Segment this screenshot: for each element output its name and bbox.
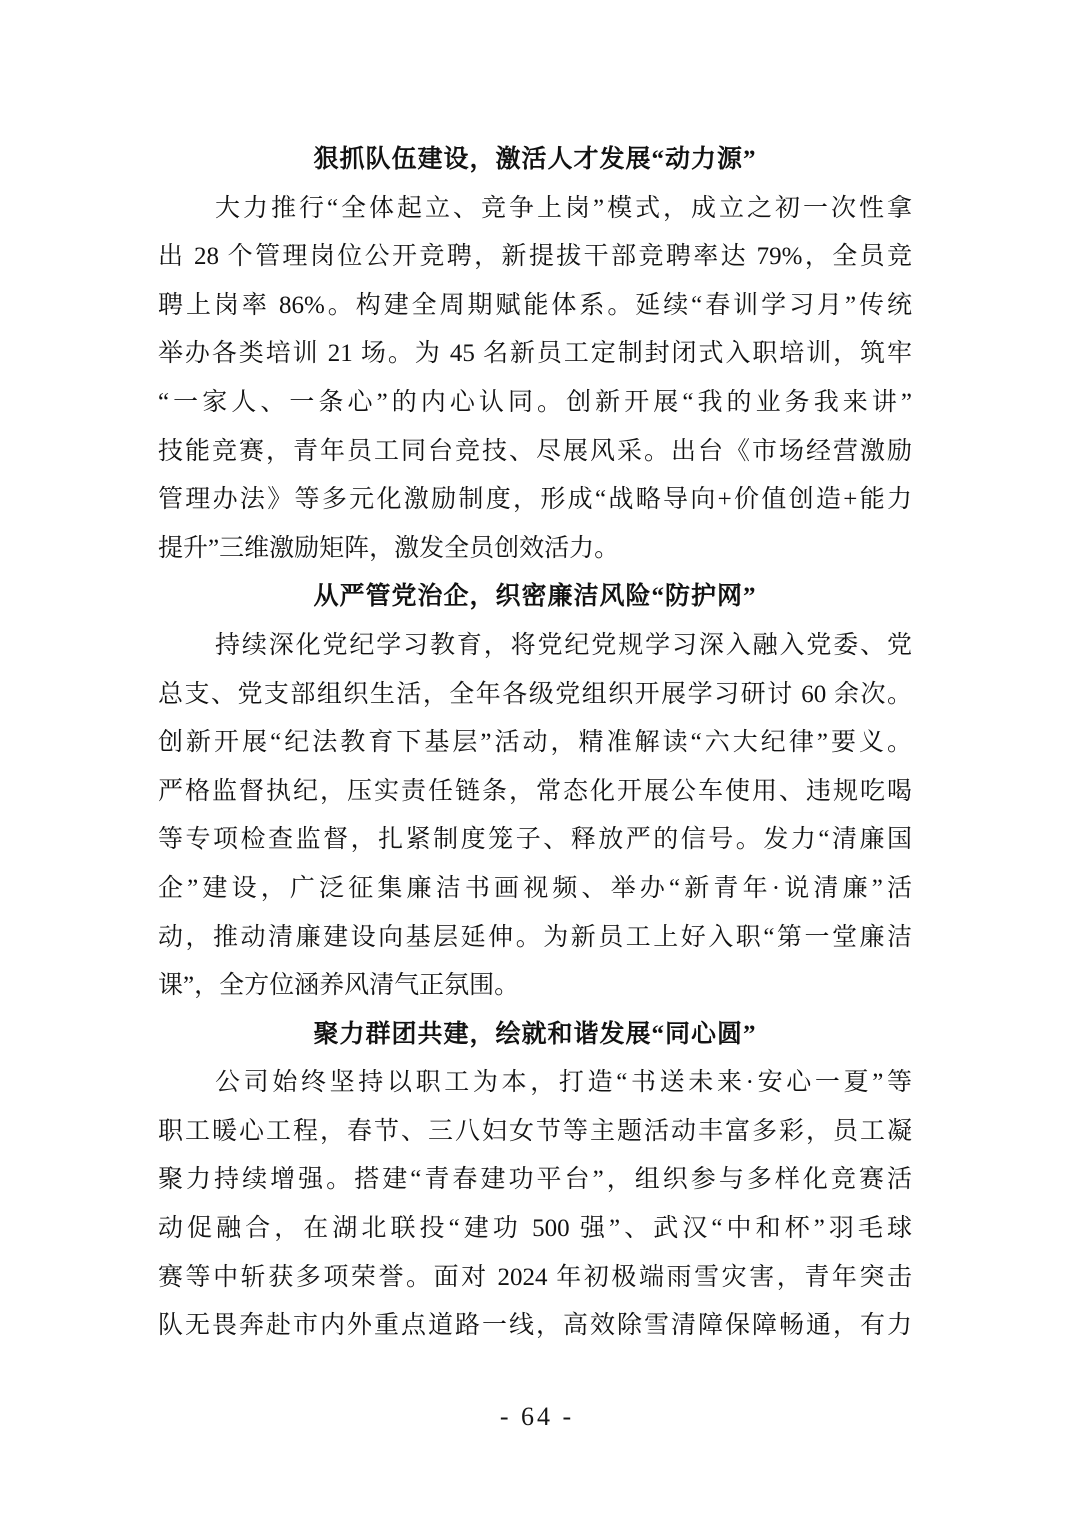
body-line: 提升”三维激励矩阵，激发全员创效活力。 [158,534,620,562]
section-heading-mass-organizations: 聚力群团共建，绘就和谐发展“同心圆” [313,1020,757,1048]
body-line: 严格监督执纪，压实责任链条，常态化开展公车使用、违规吃喝 [158,777,912,805]
body-line: 动促融合，在湖北联投“建功 500 强”、武汉“中和杯”羽毛球 [158,1215,912,1243]
page-number: - 64 - [499,1402,575,1431]
body-line: 课”，全方位涵养风清气正氛围。 [158,972,520,1000]
body-line: “一家人、一条心”的内心认同。创新开展“我的业务我来讲” [158,388,912,416]
body-line: 管理办法》等多元化激励制度，形成“战略导向+价值创造+能力 [158,486,912,514]
body-line: 动，推动清廉建设向基层延伸。为新员工上好入职“第一堂廉洁 [158,923,912,951]
body-line: 队无畏奔赴市内外重点道路一线，高效除雪清障保障畅通，有力 [158,1312,912,1340]
section-heading-talent: 狠抓队伍建设，激活人才发展“动力源” [313,146,757,173]
body-line: 总支、党支部组织生活，全年各级党组织开展学习研讨 60 余次。 [158,680,912,708]
body-line: 持续深化党纪学习教育，将党纪党规学习深入融入党委、党 [215,631,912,659]
document-page-body [158,136,912,1351]
body-line: 赛等中斩获多项荣誉。面对 2024 年初极端雨雪灾害，青年突击 [158,1263,912,1291]
body-line: 公司始终坚持以职工为本，打造“书送未来·安心一夏”等 [215,1069,912,1097]
body-line: 聚力持续增强。搭建“青春建功平台”，组织参与多样化竞赛活 [158,1166,912,1194]
body-line: 举办各类培训 21 场。为 45 名新员工定制封闭式入职培训，筑牢 [158,340,912,368]
body-line: 技能竞赛，青年员工同台竞技、尽展风采。出台《市场经营激励 [158,437,912,465]
body-line: 创新开展“纪法教育下基层”活动，精准解读“六大纪律”要义。 [158,729,912,757]
section-heading-party-discipline: 从严管党治企，织密廉洁风险“防护网” [313,583,757,611]
body-line: 聘上岗率 86%。构建全周期赋能体系。延续“春训学习月”传统 [158,291,912,319]
body-line: 企”建设，广泛征集廉洁书画视频、举办“新青年·说清廉”活 [158,874,912,902]
body-line: 出 28 个管理岗位公开竞聘，新提拔干部竞聘率达 79%，全员竞 [158,243,912,271]
body-line: 等专项检查监督，扎紧制度笼子、释放严的信号。发力“清廉国 [158,826,912,854]
body-line: 大力推行“全体起立、竞争上岗”模式，成立之初一次性拿 [215,194,912,222]
body-line: 职工暖心工程，春节、三八妇女节等主题活动丰富多彩，员工凝 [158,1117,912,1145]
